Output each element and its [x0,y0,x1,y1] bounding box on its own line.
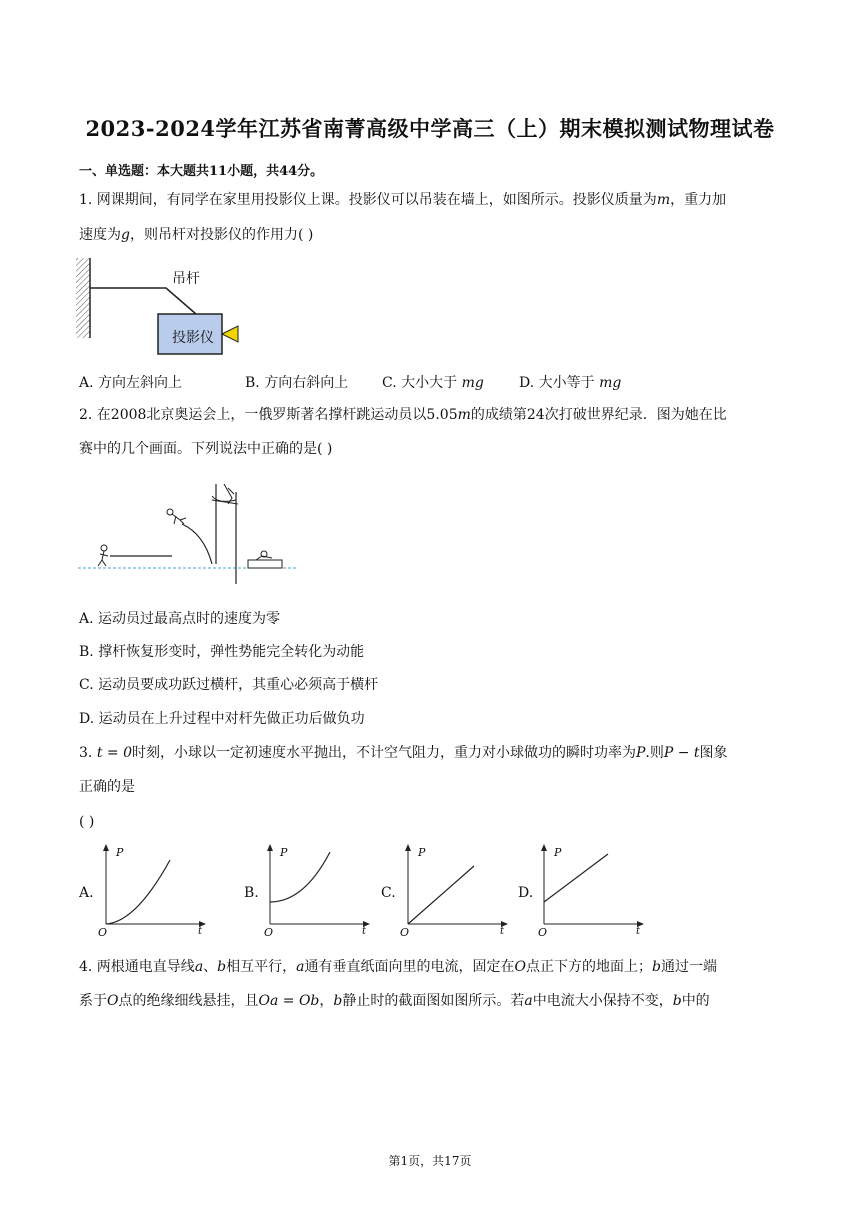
q4-text-e: 通过一端 [660,959,717,975]
q1-text2b: ，则吊杆对投影仪的作用力( ) [129,227,314,243]
q4-text2e: 中电流大小保持不变， [532,993,673,1009]
q3-graph-d-y: P [554,846,562,859]
q3-line3: ( ) [79,814,95,830]
q3-graph-d-x: t [636,926,641,937]
q1-option-b: B. 方向右斜向上 [245,375,349,391]
q4-b3: b [333,993,343,1009]
q4-text2f: 中的 [681,993,710,1009]
q4-b4: b [672,993,682,1009]
q3-text-c: .则 [645,745,664,761]
q3-graph-d-origin: O [538,926,548,939]
q2-text-end: 的成绩第24次打破世界纪录．图为她在比 [470,407,727,423]
q1-g: g [121,227,130,243]
q3-text-a: 3. [79,745,97,761]
q3-text-d: 图象 [699,745,728,761]
q1-m: m [656,192,671,208]
q3-graph-b-label: B. [244,885,259,901]
q4-text2b: 点的绝缘细线悬挂，且 [118,993,259,1009]
q4-text2a: 系于 [79,993,107,1009]
q1-text-end: ，重力加 [670,192,727,208]
q2-line2: 赛中的几个画面。下列说法中正确的是( ) [79,441,333,457]
q4-a3: a [524,993,533,1009]
q3-t0: t = 0 [96,745,132,761]
q2-option-a: A. 运动员过最高点时的速度为零 [79,611,281,627]
q2-option-c: C. 运动员要成功跃过横杆，其重心必须高于横杆 [79,677,379,693]
q2-line1 [79,405,727,425]
q3-graph-b-x: t [362,926,367,937]
q3-graph-c [398,844,510,938]
q1-option-d-val: mg [599,375,622,391]
q2-pole-vault-figure [78,474,300,590]
q4-b: b [217,959,227,975]
q4-text-c: 通有垂直纸面向里的电流，固定在 [304,959,515,975]
q4-line1 [79,957,717,977]
q3-text-b: 时刻，小球以一定初速度水平抛出，不计空气阻力，重力对小球做功的瞬时功率为 [131,745,636,761]
q1-projector-figure [74,256,254,360]
q4-text-d: 点正下方的地面上； [525,959,652,975]
q1-option-d-text: D. 大小等于 [519,375,595,391]
q4-Oa: Oa = Ob [258,993,320,1009]
q1-option-c-text: C. 大小大于 [382,375,458,391]
q3-graph-d-label: D. [518,885,534,901]
q3-graph-a [96,844,208,938]
q3-graph-c-y: P [418,846,426,859]
q4-text2c: ， [319,993,334,1009]
q2-text: 2. 在2008北京奥运会上，一俄罗斯著名撑杆跳运动员以5.05 [79,407,458,423]
q3-graph-b [260,844,372,938]
q4-a: a [194,959,204,975]
q3-graph-d [534,844,646,938]
q3-line1 [79,743,728,763]
q4-O2: O [107,993,119,1009]
q2-option-d: D. 运动员在上升过程中对杆先做正功后做负功 [79,711,365,727]
q1-option-d [519,372,621,392]
q3-Pt: P − t [663,745,700,761]
q4-text-a: 4. 两根通电直导线 [79,959,195,975]
q3-P: P [635,745,646,761]
q4-b2: b [651,959,661,975]
q4-a2: a [296,959,305,975]
page-title: 2023-2024学年江苏省南菁高级中学高三（上）期末模拟测试物理试卷 [85,116,775,141]
q4-text-b: 相互平行， [226,959,297,975]
q3-graph-b-origin: O [264,926,274,939]
q1-option-c-val: mg [461,375,484,391]
q3-graph-b-y: P [280,846,288,859]
rod-label: 吊杆 [172,271,200,287]
q3-graph-a-y: P [116,846,124,859]
q4-O: O [514,959,526,975]
q3-graph-c-x: t [500,926,505,937]
q1-option-c [382,372,484,392]
q2-option-b: B. 撑杆恢复形变时，弹性势能完全转化为动能 [79,644,365,660]
q4-text2d: 静止时的截面图如图所示。若 [342,993,525,1009]
q3-line2: 正确的是 [79,779,135,795]
q3-graph-c-origin: O [400,926,410,939]
q4-sep: 、 [203,959,218,975]
q1-option-a: A. 方向左斜向上 [79,375,183,391]
q2-unit: m [457,407,471,423]
q1-line1 [79,190,726,210]
q1-text: 1. 网课期间，有同学在家里用投影仪上课。投影仪可以吊装在墙上，如图所示。投影仪质量为 [79,192,657,208]
q3-graph-a-origin: O [98,926,108,939]
section-heading: 一、单选题：本大题共11小题，共44分。 [79,164,324,179]
projector-label: 投影仪 [172,330,214,346]
q1-line2 [79,225,313,245]
q3-graph-a-x: t [198,926,203,937]
q4-line2 [79,991,710,1011]
q1-text2a: 速度为 [79,227,121,243]
page-footer: 第1页，共17页 [388,1154,472,1168]
q3-graph-c-label: C. [381,885,396,901]
q3-graph-a-label: A. [79,885,94,901]
